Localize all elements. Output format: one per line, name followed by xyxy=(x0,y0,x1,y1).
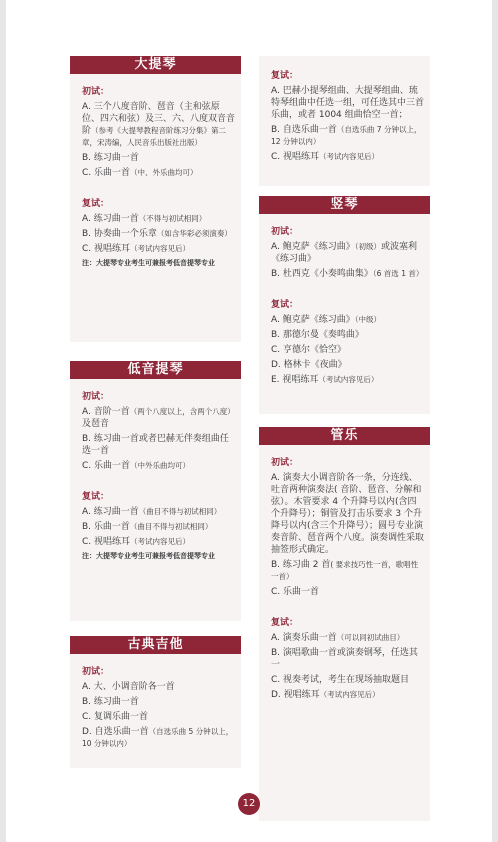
cello-card xyxy=(70,56,241,342)
double-bass-r1-item-c: C. 乐曲一首（中外乐曲均可） xyxy=(82,461,191,471)
double-bass-card xyxy=(70,361,241,621)
guitar-round1-label: 初试： xyxy=(82,667,110,677)
double-bass-r2-item-c: C. 视唱练耳（考试内容见后） xyxy=(82,537,191,547)
cello-r2-item-c: C. 视唱练耳（考试内容见后） xyxy=(82,244,191,254)
guitar-r2-item-b: B. 自选乐曲一首（自选乐曲 7 分钟以上，12 分钟以内） xyxy=(271,125,422,146)
pipe-title: 管乐 xyxy=(259,427,430,445)
pipe-r2-item-d: D. 视唱练耳（考试内容见后） xyxy=(271,690,380,700)
page-edge-right xyxy=(492,0,498,842)
pipe-r2-item-c: C. 视奏考试，考生在现场抽取题目 xyxy=(271,675,410,685)
cello-footnote: 注：大提琴专业考生可兼报考低音提琴专业 xyxy=(82,259,215,267)
page-edge-left xyxy=(0,0,6,842)
double-bass-round1-label: 初试： xyxy=(82,392,110,402)
harp-r2-item-b: B. 那德尔曼《奏鸣曲》 xyxy=(271,330,364,340)
guitar-r2-item-c: C. 视唱练耳（考试内容见后） xyxy=(271,152,380,162)
cello-r2-item-b: B. 协奏曲一个乐章（如含华彩必须演奏） xyxy=(82,229,232,239)
guitar-round2-card xyxy=(259,56,430,186)
double-bass-r2-item-b: B. 乐曲一首（曲目不得与初试相同） xyxy=(82,522,213,532)
page-number: 12 xyxy=(238,793,260,815)
double-bass-r1-item-a: A. 音阶一首（两个八度以上，含两个八度）及琶音 xyxy=(82,407,235,429)
guitar-r1-item-b: B. 练习曲一首 xyxy=(82,697,139,707)
cello-title: 大提琴 xyxy=(70,56,241,74)
double-bass-footnote: 注：大提琴专业考生可兼报考低音提琴专业 xyxy=(82,552,215,560)
harp-r2-item-a: A. 鲍克萨《练习曲》（中级） xyxy=(271,315,381,325)
guitar-r2-item-a: A. 巴赫小提琴组曲、大提琴组曲、琉特琴组曲中任选一组，可任选其中三首乐曲，或者 1004 组曲恰空一首； xyxy=(271,86,425,120)
harp-title: 竖琴 xyxy=(259,196,430,214)
harp-round1-label: 初试： xyxy=(271,227,299,237)
double-bass-title: 低音提琴 xyxy=(70,361,241,379)
harp-round2-label: 复试： xyxy=(271,300,299,310)
harp-card xyxy=(259,196,430,414)
pipe-round2-label: 复试： xyxy=(271,618,299,628)
harp-r2-item-e: E. 视唱练耳（考试内容见后） xyxy=(271,375,379,385)
cello-r2-item-a: A. 练习曲一首（不得与初试相同） xyxy=(82,214,207,224)
double-bass-r1-item-b: B. 练习曲一首或者巴赫无伴奏组曲任选一首 xyxy=(82,434,229,456)
pipe-r2-item-a: A. 演奏乐曲一首（可以同初试曲目） xyxy=(271,633,405,643)
harp-r1-item-a: A. 鲍克萨《练习曲》（初级）或波塞利《练习曲》 xyxy=(271,242,417,264)
double-bass-r2-item-a: A. 练习曲一首（曲目不得与初试相同） xyxy=(82,507,222,517)
pipe-card xyxy=(259,427,430,821)
double-bass-round2-label: 复试： xyxy=(82,492,110,502)
guitar-r1-item-a: A. 大、小调音阶各一首 xyxy=(82,682,175,692)
cello-r1-item-a: A. 三个八度音阶、琶音（主和弦原位、四六和弦）及三、六、八度双音音阶（参考《大提琴教程音阶练习分集》第二章，宋涛编，人民音乐出版社出版） xyxy=(82,102,236,147)
harp-r2-item-c: C. 亨德尔《恰空》 xyxy=(271,345,347,355)
harp-r2-item-d: D. 格林卡《夜曲》 xyxy=(271,360,347,370)
cello-r1-item-b: B. 练习曲一首 xyxy=(82,153,139,163)
harp-r1-item-b: B. 杜西克《小奏鸣曲集》（6 首选 1 首） xyxy=(271,269,424,279)
cello-round1-label: 初试： xyxy=(82,87,110,97)
pipe-r2-item-b: B. 演唱歌曲一首或演奏钢琴，任选其一 xyxy=(271,648,418,670)
guitar-round2-label: 复试： xyxy=(271,71,299,81)
guitar-title: 古典吉他 xyxy=(70,636,241,654)
pipe-r1-item-b: B. 练习曲 2 首( 要求技巧性一首，歌唱性一首） xyxy=(271,560,419,581)
cello-round2-label: 复试： xyxy=(82,199,110,209)
pipe-r1-item-a: A. 演奏大小调音阶各一条，分连线、吐音两种演奏法( 音阶、琶音、分解和弦）。木管要求 4 个升降号以内(含四个升降号）；铜管及打击乐要求 3 个升降号以内(含三个升降号）；圆号专业演奏音阶、琶音两个八度。演奏调性采取抽签形式确定。 xyxy=(271,473,425,555)
pipe-r1-item-c: C. 乐曲一首 xyxy=(271,587,320,597)
cello-r1-item-c: C. 乐曲一首（中、外乐曲均可） xyxy=(82,168,198,178)
guitar-r1-item-c: C. 复调乐曲一首 xyxy=(82,712,149,722)
guitar-card xyxy=(70,636,241,768)
guitar-r1-item-d: D. 自选乐曲一首（自选乐曲 5 分钟以上，10 分钟以内） xyxy=(82,727,234,748)
pipe-round1-label: 初试： xyxy=(271,458,299,468)
